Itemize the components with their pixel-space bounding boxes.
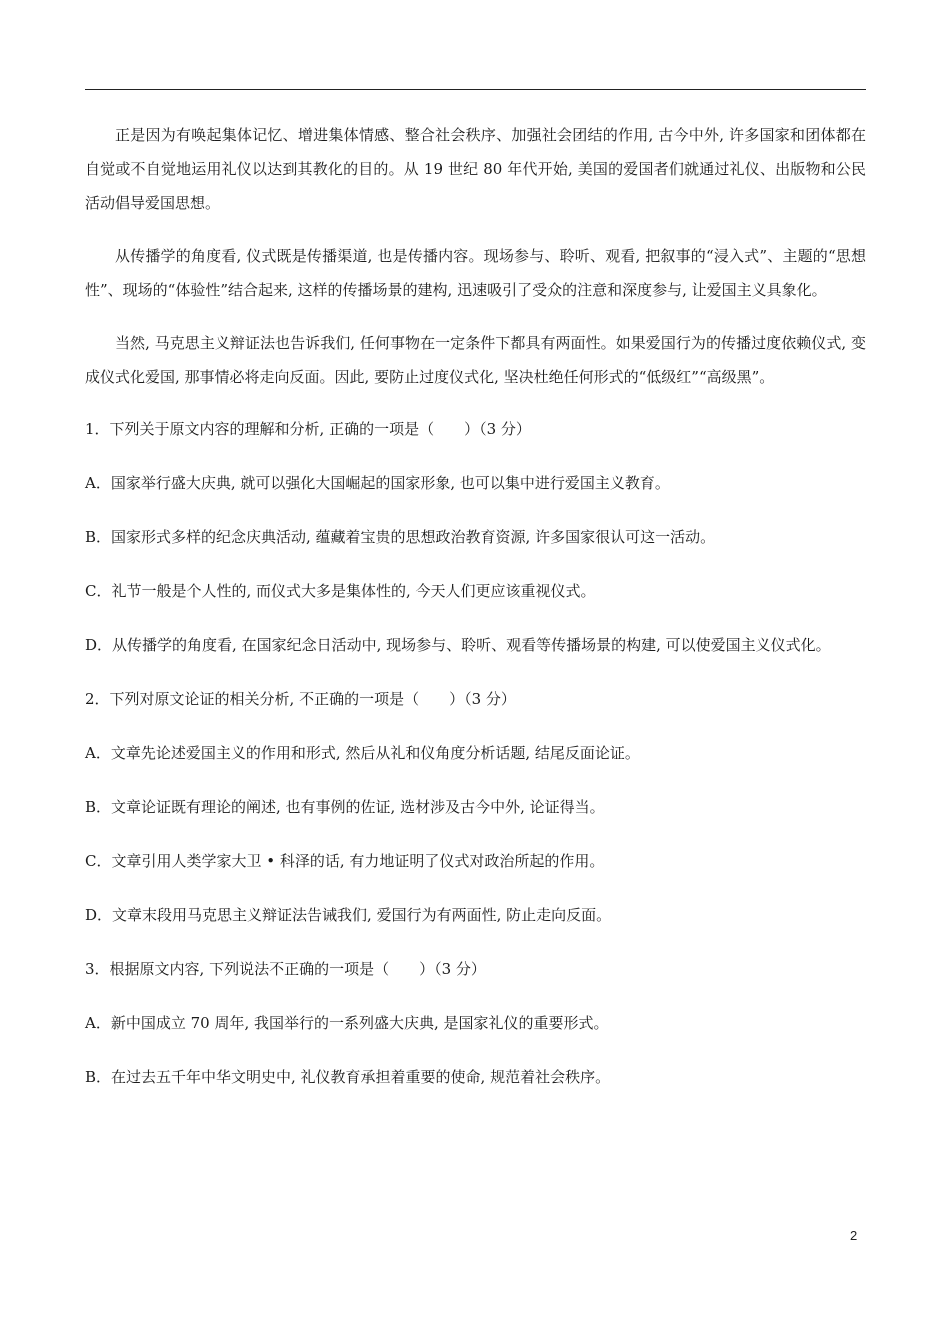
document-body [85, 118, 866, 1115]
question-1-option-b: B．国家形式多样的纪念庆典活动, 蕴藏着宝贵的思想政治教育资源, 许多国家很认可这一活动。 [85, 528, 716, 546]
paragraph: 正是因为有唤起集体记忆、增进集体情感、整合社会秩序、加强社会团结的作用, 古今中外, 许多国家和团体都在自觉或不自觉地运用礼仪以达到其教化的目的。从 19 世纪 80 年代开始, 美国的爱国者们就通过礼仪、出版物和公民活动倡导爱国思想。 [85, 126, 866, 212]
question-3-stem: 3．根据原文内容, 下列说法不正确的一项是（ ）（3 分） [85, 960, 486, 978]
paragraph: 当然, 马克思主义辩证法也告诉我们, 任何事物在一定条件下都具有两面性。如果爱国行为的传播过度依赖仪式, 变成仪式化爱国, 那事情必将走向反面。因此, 要防止过度仪式化, 坚决杜绝任何形式的“低级红”“高级黑”。 [85, 334, 866, 386]
question-2-option-a: A．文章先论述爱国主义的作用和形式, 然后从礼和仪角度分析话题, 结尾反面论证。 [85, 744, 640, 762]
question-2-option-d: D．文章末段用马克思主义辩证法告诫我们, 爱国行为有两面性, 防止走向反面。 [85, 906, 612, 924]
header-rule [85, 89, 866, 90]
question-3-option-b: B．在过去五千年中华文明史中, 礼仪教育承担着重要的使命, 规范着社会秩序。 [85, 1068, 611, 1086]
paragraph: 从传播学的角度看, 仪式既是传播渠道, 也是传播内容。现场参与、聆听、观看, 把叙事的“浸入式”、主题的“思想性”、现场的“体验性”结合起来, 这样的传播场景的建构, 迅速吸引了受众的注意和深度参与, 让爱国主义具象化。 [85, 247, 866, 299]
question-3-option-a: A．新中国成立 70 周年, 我国举行的一系列盛大庆典, 是国家礼仪的重要形式。 [85, 1014, 609, 1032]
question-1-option-a: A．国家举行盛大庆典, 就可以强化大国崛起的国家形象, 也可以集中进行爱国主义教育。 [85, 474, 670, 492]
question-2-option-c: C．文章引用人类学家大卫 • 科泽的话, 有力地证明了仪式对政治所起的作用。 [85, 852, 605, 870]
question-1-option-d: D．从传播学的角度看, 在国家纪念日活动中, 现场参与、聆听、观看等传播场景的构建, 可以使爱国主义仪式化。 [85, 636, 831, 654]
question-2-stem: 2．下列对原文论证的相关分析, 不正确的一项是（ ）（3 分） [85, 690, 516, 708]
page-number: 2 [850, 1228, 858, 1243]
question-1-option-c: C．礼节一般是个人性的, 而仪式大多是集体性的, 今天人们更应该重视仪式。 [85, 582, 596, 600]
question-1-stem: 1．下列关于原文内容的理解和分析, 正确的一项是（ ）（3 分） [85, 420, 531, 438]
question-2-option-b: B．文章论证既有理论的阐述, 也有事例的佐证, 选材涉及古今中外, 论证得当。 [85, 798, 605, 816]
